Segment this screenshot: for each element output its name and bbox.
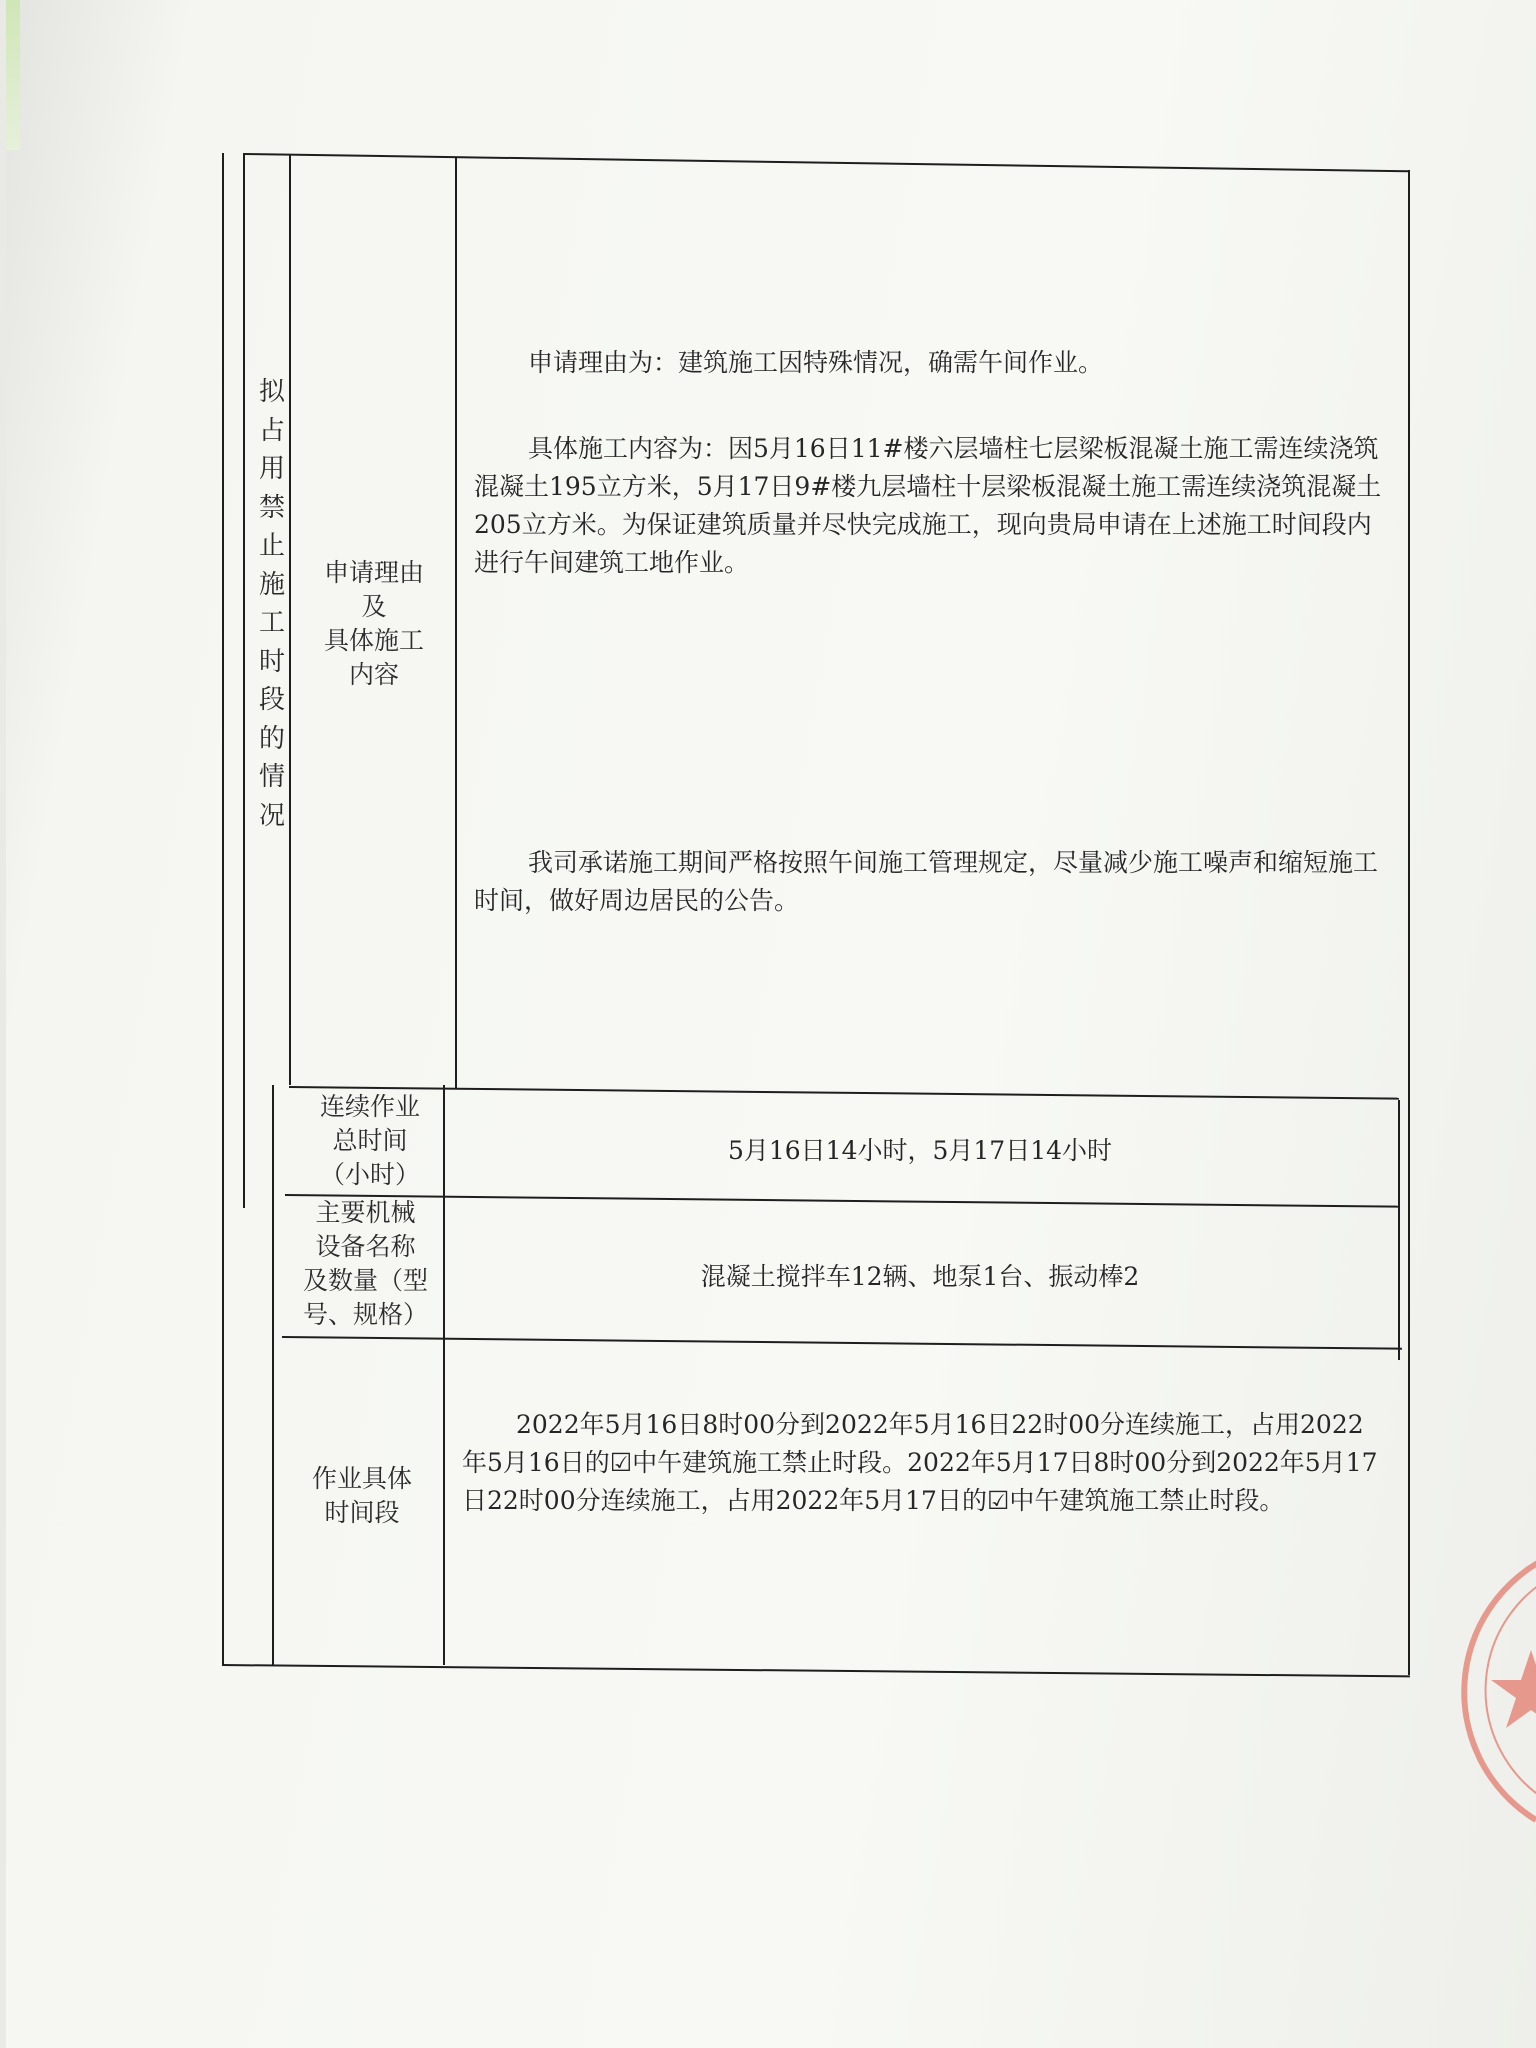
work-period-paragraph: 2022年5月16日8时00分到2022年5月16日22时00分连续施工，占用2022年5月16日的☑中午建筑施工禁止时段。2022年5月17日8时00分到2022年5月17日22时00分连续施工，占用2022年5月17日的☑中午建筑施工禁止时段。 bbox=[462, 1410, 1378, 1515]
equipment-value: 混凝土搅拌车12辆、地泵1台、振动棒2 bbox=[700, 1262, 1140, 1291]
total-hours-label: 连续作业 总时间 （小时） bbox=[319, 1092, 420, 1189]
inner-right-border bbox=[1398, 1100, 1400, 1360]
reason-label: 申请理由 及 具体施工 内容 bbox=[323, 558, 424, 689]
label-column-right-border bbox=[455, 158, 457, 1088]
section-label: 拟占用禁止施工时段的情况 bbox=[258, 377, 285, 831]
table-left-border bbox=[222, 153, 224, 1665]
reason-paragraph: 申请理由为：建筑施工因特殊情况，确需午间作业。 bbox=[528, 348, 1104, 377]
construction-content-paragraph: 具体施工内容为：因5月16日11#楼六层墙柱七层梁板混凝土施工需连续浇筑混凝土195立方米，5月17日9#楼九层墙柱十层梁板混凝土施工需连续浇筑混凝土205立方米。为保证建筑质量并尽快完成施工，现向贵局申请在上述施工时间段内进行午间建筑工地作业。 bbox=[474, 434, 1382, 577]
official-stamp bbox=[1446, 1530, 1536, 1830]
table-right-border bbox=[1408, 170, 1410, 1675]
section-column-border bbox=[272, 1085, 274, 1665]
commitment-paragraph: 我司承诺施工期间严格按照午间施工管理规定，尽量减少施工噪声和缩短施工时间，做好周边居民的公告。 bbox=[474, 848, 1379, 915]
document-page bbox=[6, 0, 1536, 2048]
paper-edge bbox=[6, 0, 20, 150]
section-column-border-top bbox=[243, 153, 245, 1208]
total-hours-value: 5月16日14小时，5月17日14小时 bbox=[727, 1136, 1113, 1165]
work-period-label: 作业具体 时间段 bbox=[311, 1464, 412, 1527]
equipment-label: 主要机械 设备名称 及数量（型 号、规格） bbox=[302, 1198, 428, 1329]
